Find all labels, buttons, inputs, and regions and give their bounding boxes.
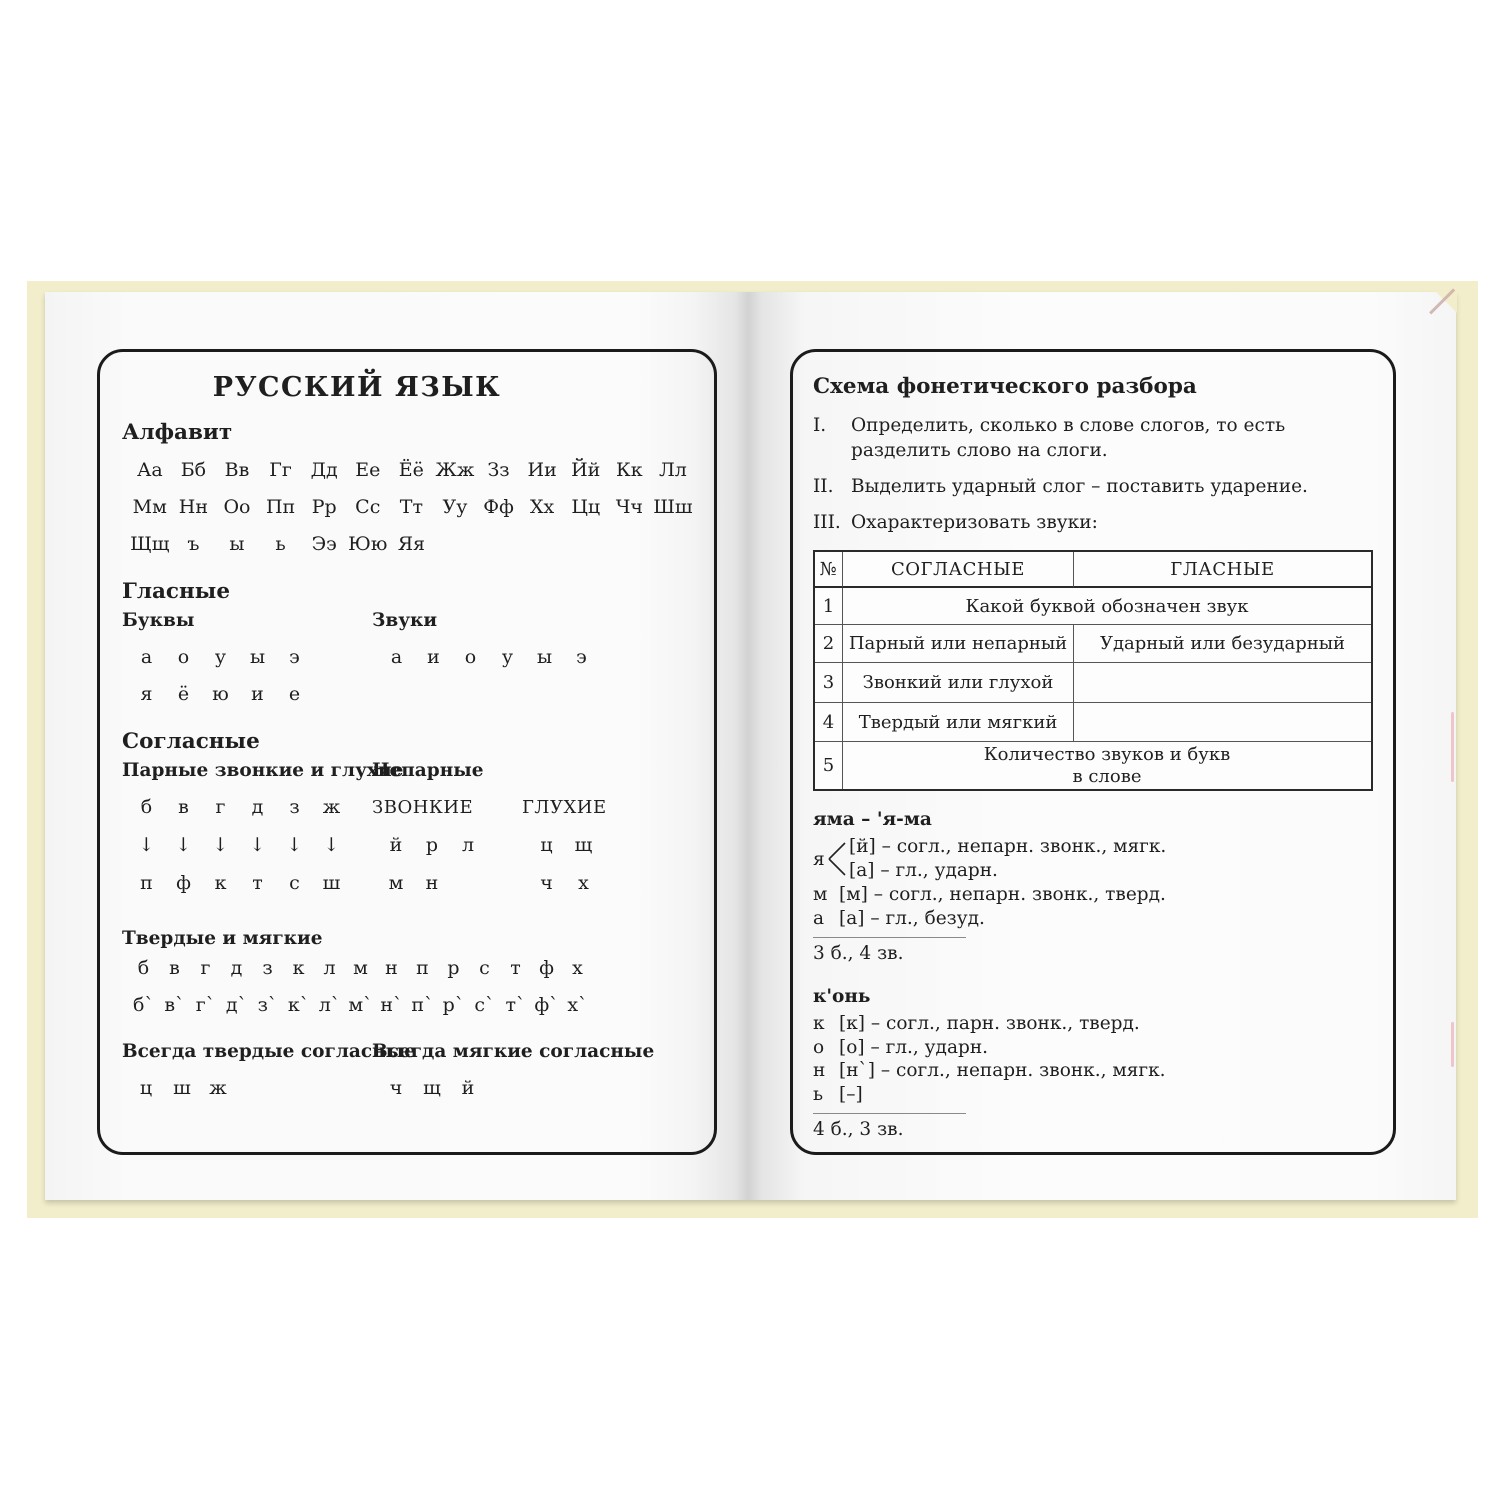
letters-sounds-total: 3 б., 4 зв. bbox=[813, 943, 904, 964]
alphabet-letter-pair: Фф bbox=[483, 495, 514, 518]
consonant-letter: н bbox=[425, 872, 439, 894]
alphabet-letter-pair: Хх bbox=[530, 495, 555, 518]
always-hard-row bbox=[128, 1069, 372, 1106]
consonant-letter-soft: с` bbox=[474, 993, 495, 1016]
paired-voiced-row bbox=[128, 788, 372, 826]
consonant-letter: й bbox=[389, 834, 403, 856]
sound-analysis-row bbox=[813, 1012, 1373, 1036]
alphabet-letter-pair: Тт bbox=[399, 495, 423, 518]
consonant-letter: в bbox=[169, 956, 180, 979]
example-lines bbox=[813, 1012, 1373, 1106]
alphabet-letter-pair: Мм bbox=[132, 495, 167, 518]
example-lines bbox=[813, 883, 1373, 930]
consonant-letter-soft: х` bbox=[567, 993, 588, 1016]
consonant-letter: к bbox=[292, 956, 305, 979]
alphabet-letter-pair: Ее bbox=[355, 458, 381, 481]
alphabet-block bbox=[122, 451, 692, 562]
alphabet-letter-pair: Жж bbox=[435, 458, 475, 481]
cover-pink-edge bbox=[1451, 1022, 1454, 1067]
consonant-letter-soft: д` bbox=[225, 993, 248, 1016]
down-arrow-icon: ↓ bbox=[212, 834, 229, 856]
analysis-letter: н bbox=[813, 1060, 826, 1081]
alphabet-letter-pair: Кк bbox=[616, 458, 643, 481]
consonant-letter: щ bbox=[423, 1076, 441, 1099]
always-hard-column bbox=[122, 1041, 416, 1106]
table-row-span: Какой буквой обозначен звук bbox=[843, 588, 1371, 625]
vowel-letter: и bbox=[251, 682, 264, 705]
sounds-label: Звуки bbox=[372, 610, 438, 631]
sound-analysis-line: [а] – гл., ударн. bbox=[849, 860, 998, 881]
alphabet-letter-pair: Аа bbox=[136, 458, 163, 481]
consonant-letter: х bbox=[578, 872, 589, 894]
analysis-text: [–] bbox=[839, 1083, 863, 1105]
step-item bbox=[813, 413, 1373, 463]
letters-sounds-total: 4 б., 3 зв. bbox=[813, 1119, 904, 1140]
consonant-letter: п bbox=[140, 872, 153, 894]
consonant-letter: б bbox=[140, 796, 153, 818]
vowel-sound: у bbox=[501, 645, 514, 668]
vowel-letter: е bbox=[288, 682, 301, 705]
table-cell-consonants: Звонкий или глухой bbox=[843, 663, 1074, 703]
consonant-letter: т bbox=[510, 956, 521, 979]
analysis-letter: к bbox=[813, 1013, 825, 1034]
consonant-letter: ж bbox=[209, 1076, 227, 1099]
consonant-letter-soft: б` bbox=[133, 993, 154, 1016]
vowel-sound: ы bbox=[536, 645, 553, 668]
consonant-letter: п bbox=[416, 956, 429, 979]
alphabet-letter-pair: Вв bbox=[224, 458, 250, 481]
alphabet-letter-pair: Юю bbox=[348, 532, 388, 555]
table-cell-vowels-empty bbox=[1074, 663, 1371, 703]
vowel-sounds-column bbox=[372, 610, 692, 712]
sound-analysis-row bbox=[813, 1059, 1373, 1083]
left-card-russian-language bbox=[97, 349, 717, 1155]
table-cell-consonants: Парный или непарный bbox=[843, 625, 1074, 663]
vowel-letter: у bbox=[214, 645, 227, 668]
analysis-text: [к] – согл., парн. звонк., тверд. bbox=[839, 1013, 1140, 1034]
sound-analysis-row bbox=[813, 883, 1373, 907]
down-arrow-icon: ↓ bbox=[249, 834, 266, 856]
always-section bbox=[122, 1041, 692, 1106]
hard-consonants-row bbox=[128, 949, 692, 986]
alphabet-letter-pair: Бб bbox=[180, 458, 207, 481]
table-row-num: 4 bbox=[815, 703, 843, 742]
analysis-letter: ь bbox=[813, 1083, 824, 1105]
step-item bbox=[813, 474, 1373, 499]
consonant-letter: в bbox=[178, 796, 189, 818]
fork-texts bbox=[849, 835, 1166, 883]
consonant-letter-soft: м` bbox=[348, 993, 373, 1016]
step-roman-numeral: III. bbox=[813, 512, 841, 533]
table-row-num: 1 bbox=[815, 588, 843, 625]
vowel-sound: и bbox=[427, 645, 440, 668]
consonant-letter: й bbox=[461, 1076, 475, 1099]
consonant-letter: б bbox=[137, 956, 150, 979]
sum-rule bbox=[813, 1113, 966, 1114]
alphabet-letter-pair: Ии bbox=[527, 458, 557, 481]
example-kon bbox=[813, 985, 1373, 1141]
vowels-heading: Гласные bbox=[122, 579, 230, 604]
consonant-letter: р bbox=[447, 956, 460, 979]
vowels-section bbox=[122, 610, 692, 712]
always-hard-label: Всегда твердые согласные bbox=[122, 1041, 416, 1062]
sound-analysis-row bbox=[813, 907, 1373, 931]
consonant-letter-soft: р` bbox=[442, 993, 465, 1016]
soft-consonants-row bbox=[128, 986, 692, 1023]
sum-rule bbox=[813, 937, 966, 938]
unpaired-consonants-column bbox=[372, 760, 692, 902]
alphabet-letter-pair: Чч bbox=[615, 495, 643, 518]
vowel-sound: э bbox=[576, 645, 587, 668]
alphabet-letter-pair: Цц bbox=[571, 495, 601, 518]
cover-pink-edge bbox=[1451, 712, 1454, 782]
table-header-num: № bbox=[815, 552, 843, 588]
table-span-line-2: в слове bbox=[1072, 765, 1142, 787]
consonant-letter: к bbox=[214, 872, 227, 894]
alphabet-letter-pair: Ёё bbox=[398, 458, 424, 481]
consonant-letter: ж bbox=[322, 796, 341, 818]
vowel-letter: о bbox=[177, 645, 190, 668]
consonant-letter: ч bbox=[540, 872, 553, 894]
consonant-letter: т bbox=[252, 872, 263, 894]
paired-voiceless-row bbox=[128, 864, 372, 902]
analysis-letter: а bbox=[813, 907, 825, 929]
consonant-letter: ф bbox=[539, 956, 554, 979]
consonant-letter: с bbox=[289, 872, 300, 894]
paired-consonants-column bbox=[122, 760, 404, 902]
table-row-num: 3 bbox=[815, 663, 843, 703]
alphabet-row-2 bbox=[128, 488, 692, 525]
alphabet-letter-pair: Рр bbox=[311, 495, 337, 518]
step-item bbox=[813, 510, 1373, 535]
vowel-letter: я bbox=[140, 682, 153, 705]
table-cell-vowels-empty bbox=[1074, 703, 1371, 742]
letters-label: Буквы bbox=[122, 610, 195, 631]
analysis-letter: о bbox=[813, 1036, 825, 1058]
table-row-span bbox=[843, 742, 1371, 789]
alphabet-letter-pair: Дд bbox=[310, 458, 338, 481]
alphabet-letter-pair: Сс bbox=[355, 495, 381, 518]
analysis-letter: м bbox=[813, 884, 828, 905]
steps-list bbox=[813, 413, 1373, 535]
vowel-sound: о bbox=[464, 645, 477, 668]
consonant-letter: л bbox=[323, 956, 336, 979]
down-arrow-icon: ↓ bbox=[286, 834, 303, 856]
consonant-letter: д bbox=[251, 796, 264, 818]
analysis-text: [н`] – согл., непарн. звонк., мягк. bbox=[839, 1060, 1166, 1081]
unpaired-voiceless-row-2 bbox=[528, 864, 692, 902]
consonant-letter-soft: к` bbox=[287, 993, 310, 1016]
consonant-letter: с bbox=[479, 956, 490, 979]
consonant-letter: м bbox=[388, 872, 404, 894]
vowel-letter: ю bbox=[212, 682, 229, 705]
step-roman-numeral: I. bbox=[813, 415, 827, 436]
table-span-line-1: Количество звуков и букв bbox=[983, 743, 1231, 765]
alphabet-letter-pair: ы bbox=[229, 532, 245, 555]
alphabet-letter-pair: ъ bbox=[187, 532, 200, 555]
right-card-phonetic-scheme bbox=[790, 349, 1396, 1155]
unpaired-grid bbox=[372, 788, 692, 902]
vowel-sound: а bbox=[390, 645, 403, 668]
consonant-letter: н bbox=[385, 956, 398, 979]
consonant-letter-soft: т` bbox=[505, 993, 526, 1016]
consonant-letter-soft: з` bbox=[257, 993, 278, 1016]
consonant-letter: л bbox=[461, 834, 475, 856]
analysis-text: [о] – гл., ударн. bbox=[839, 1036, 989, 1058]
table-header-consonants: СОГЛАСНЫЕ bbox=[843, 552, 1074, 588]
consonant-letter: ц bbox=[540, 834, 553, 856]
consonant-letter: д bbox=[230, 956, 243, 979]
step-text: Определить, сколько в слове слогов, то есть разделить слово на слоги. bbox=[851, 415, 1286, 461]
phonetic-analysis-table bbox=[813, 550, 1373, 791]
step-text: Выделить ударный слог – поставить ударение. bbox=[851, 476, 1308, 497]
consonant-letter-soft: л` bbox=[318, 993, 341, 1016]
consonant-letter: ч bbox=[389, 1076, 403, 1099]
consonant-letter: з bbox=[262, 956, 273, 979]
always-soft-column bbox=[372, 1041, 692, 1106]
voiceless-caps-label: ГЛУХИЕ bbox=[522, 796, 607, 818]
table-header-vowels: ГЛАСНЫЕ bbox=[1074, 552, 1371, 588]
table-row-num: 5 bbox=[815, 742, 843, 789]
vowel-letters-row-1 bbox=[128, 638, 372, 675]
consonant-letter: з bbox=[289, 796, 300, 818]
scheme-title: Схема фонетического разбора bbox=[813, 374, 1197, 399]
consonant-letter: х bbox=[572, 956, 583, 979]
fork-letter: я bbox=[813, 848, 825, 870]
consonant-letter: щ bbox=[574, 834, 593, 856]
alphabet-letter-pair: ь bbox=[275, 532, 286, 555]
consonant-letter: ф bbox=[176, 872, 191, 894]
vowel-letter: э bbox=[289, 645, 300, 668]
consonant-letter: ш bbox=[173, 1076, 191, 1099]
down-arrow-icon: ↓ bbox=[323, 834, 340, 856]
alphabet-heading: Алфавит bbox=[122, 420, 233, 445]
step-roman-numeral: II. bbox=[813, 476, 834, 497]
hard-soft-label: Твердые и мягкие bbox=[122, 928, 323, 949]
alphabet-letter-pair: Лл bbox=[658, 458, 687, 481]
example-word: к'онь bbox=[813, 986, 871, 1007]
unpaired-voiced-row-2 bbox=[378, 864, 522, 902]
example-yama bbox=[813, 808, 1373, 965]
example-word: яма – 'я-ма bbox=[813, 809, 932, 830]
vowel-letters-row-2 bbox=[128, 675, 372, 712]
alphabet-letter-pair: Йй bbox=[571, 458, 601, 481]
vowel-letters-column bbox=[122, 610, 372, 712]
vowel-letter: ы bbox=[249, 645, 266, 668]
voiced-caps-label: ЗВОНКИЕ bbox=[372, 796, 474, 818]
vowel-letter: ё bbox=[177, 682, 190, 705]
alphabet-letter-pair: Оо bbox=[223, 495, 251, 518]
alphabet-letter-pair: Гг bbox=[269, 458, 292, 481]
consonant-letter: р bbox=[425, 834, 439, 856]
consonant-letter-soft: н` bbox=[380, 993, 403, 1016]
alphabet-letter-pair: Уу bbox=[442, 495, 468, 518]
alphabet-row-3 bbox=[128, 525, 692, 562]
alphabet-letter-pair: Ээ bbox=[311, 532, 337, 555]
always-soft-row bbox=[378, 1069, 692, 1106]
alphabet-letter-pair: Пп bbox=[265, 495, 296, 518]
paired-label: Парные звонкие и глухие bbox=[122, 760, 404, 781]
sound-analysis-row bbox=[813, 1083, 1373, 1107]
sound-analysis-line: [й] – согл., непарн. звонк., мягк. bbox=[849, 836, 1167, 857]
table-cell-consonants: Твердый или мягкий bbox=[843, 703, 1074, 742]
alphabet-letter-pair: Нн bbox=[178, 495, 208, 518]
unpaired-voiced-row-1 bbox=[378, 826, 522, 864]
consonants-heading: Согласные bbox=[122, 729, 260, 754]
vowel-letter: а bbox=[140, 645, 153, 668]
unpaired-voiceless-row-1 bbox=[528, 826, 692, 864]
consonant-letter-soft: ф` bbox=[534, 993, 559, 1016]
alphabet-letter-pair: Зз bbox=[487, 458, 510, 481]
consonants-section bbox=[122, 760, 692, 902]
sound-analysis-row bbox=[813, 1036, 1373, 1060]
always-soft-label: Всегда мягкие согласные bbox=[372, 1041, 655, 1062]
alphabet-row-1 bbox=[128, 451, 692, 488]
vowel-sounds-row bbox=[378, 638, 692, 675]
step-text: Охарактеризовать звуки: bbox=[851, 512, 1098, 533]
fork-row bbox=[813, 835, 1373, 883]
fork-lines-icon bbox=[827, 835, 847, 883]
unpaired-label: Непарные bbox=[372, 760, 484, 781]
down-arrow-icon: ↓ bbox=[175, 834, 192, 856]
down-arrow-icon: ↓ bbox=[138, 834, 155, 856]
alphabet-letter-pair: Шш bbox=[653, 495, 693, 518]
consonant-letter: ш bbox=[322, 872, 341, 894]
page-title: РУССКИЙ ЯЗЫК bbox=[212, 372, 502, 403]
consonant-letter: ц bbox=[139, 1076, 153, 1099]
alphabet-letter-pair: Щщ bbox=[130, 532, 170, 555]
table-cell-vowels: Ударный или безударный bbox=[1074, 625, 1371, 663]
consonant-letter: г bbox=[200, 956, 211, 979]
consonant-letter: м bbox=[353, 956, 368, 979]
consonant-letter-soft: г` bbox=[195, 993, 216, 1016]
alphabet-letter-pair: Яя bbox=[397, 532, 426, 555]
consonant-letter-soft: п` bbox=[411, 993, 434, 1016]
analysis-text: [м] – согл., непарн. звонк., тверд. bbox=[839, 884, 1166, 905]
analysis-text: [а] – гл., безуд. bbox=[839, 907, 985, 929]
table-row-num: 2 bbox=[815, 625, 843, 663]
paired-arrows-row bbox=[128, 826, 372, 864]
open-pages bbox=[45, 292, 1456, 1200]
consonant-letter: г bbox=[215, 796, 226, 818]
consonant-letter-soft: в` bbox=[164, 993, 185, 1016]
